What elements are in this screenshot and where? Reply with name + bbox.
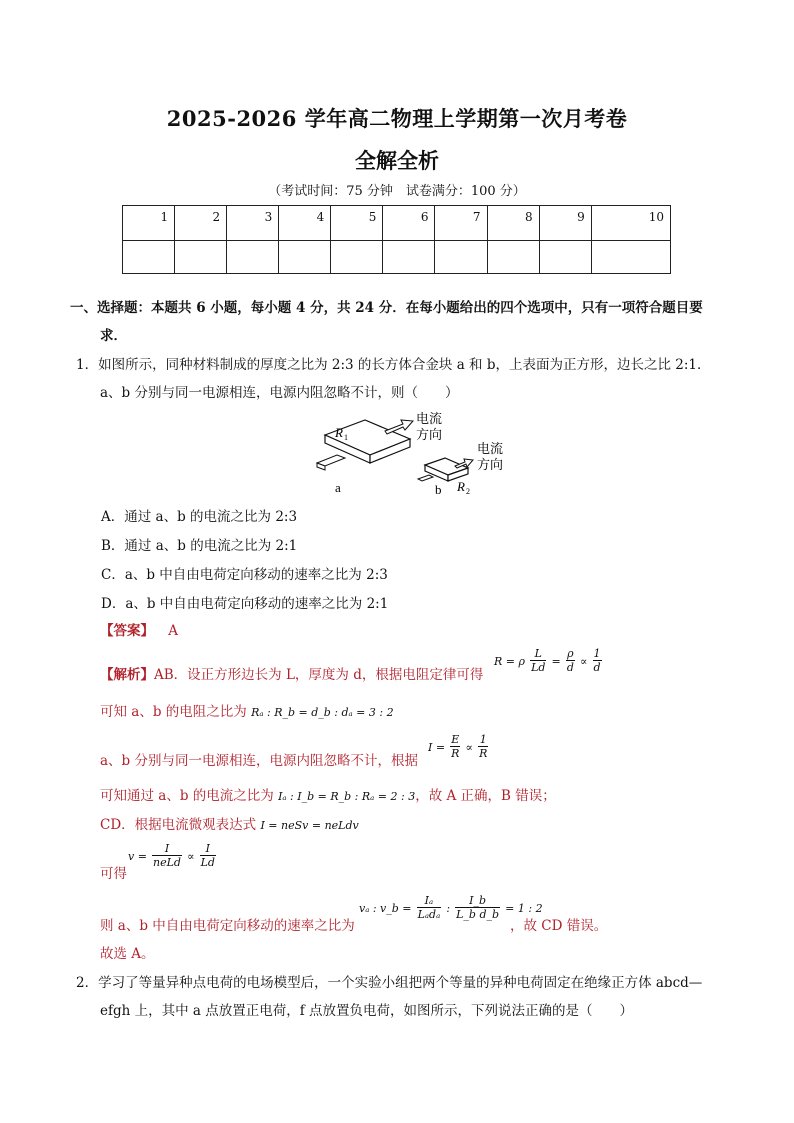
eq-part: v = — [128, 850, 147, 863]
frac-num: Iₐ — [417, 894, 442, 908]
q1-stem-cont: a、b 分别与同一电源相连，电源内阻忽略不计，则（ ） — [100, 385, 459, 401]
analysis-text: 可知 a、b 的电阻之比为 — [100, 704, 247, 720]
score-table-cell — [175, 241, 227, 274]
r1-subscript: 1 — [344, 433, 348, 442]
score-table-cell — [331, 241, 383, 274]
score-table-number: 2 — [175, 206, 227, 241]
analysis-line-7-tail: ，故 CD 错误。 — [510, 918, 608, 934]
eq-part: = — [551, 655, 561, 668]
current-label-2-line2: 方向 — [477, 458, 504, 473]
score-table — [122, 205, 671, 274]
q1-option-b: B．通过 a、b 的电流之比为 2:1 — [101, 538, 298, 554]
section-heading-cont: 求． — [100, 328, 127, 344]
eq-ohm — [428, 733, 488, 760]
current-label-1-line1: 电流 — [416, 412, 443, 427]
frac-num: E — [451, 733, 460, 746]
block-a-label: a — [335, 480, 341, 495]
frac-den: d — [593, 661, 601, 674]
analysis-text: AB．设正方形边长为 L，厚度为 d，根据电阻定律可得 — [154, 667, 484, 683]
current-label-1-line2: 方向 — [416, 428, 443, 443]
eq-part: vₐ : v_b = — [359, 902, 412, 915]
exam-info: （考试时间：75 分钟 试卷满分：100 分） — [268, 184, 526, 199]
score-table-cell — [539, 241, 591, 274]
q1-option-a: A．通过 a、b 的电流之比为 2:3 — [101, 509, 298, 525]
score-table-number: 1 — [123, 206, 175, 241]
score-table-number: 8 — [487, 206, 539, 241]
eq-fraction — [593, 647, 602, 674]
q1-option-d: D．a、b 中自由电荷定向移动的速率之比为 2:1 — [101, 596, 389, 612]
analysis-line-5 — [100, 813, 359, 833]
frac-den: R — [451, 747, 460, 760]
q1-answer — [100, 619, 178, 639]
eq-ratio-i: Iₐ : I_b = R_b : Rₐ = 2 : 3 — [278, 790, 416, 803]
eq-part: ∝ — [187, 850, 195, 863]
frac-num: ρ — [567, 647, 574, 660]
score-table-cell — [123, 241, 175, 274]
analysis-text: 可得 — [100, 866, 127, 882]
eq-fraction — [152, 842, 182, 869]
frac-num: L — [530, 647, 546, 661]
block-b — [418, 458, 473, 481]
r2-label: R — [457, 479, 465, 494]
eq-fraction — [417, 894, 442, 921]
score-table-number: 3 — [227, 206, 279, 241]
eq-part: R = ρ — [494, 655, 525, 668]
analysis-text: 可知通过 a、b 的电流之比为 — [100, 788, 274, 804]
eq-fraction — [478, 733, 488, 760]
analysis-line-3 — [100, 749, 418, 769]
block-b-label: b — [435, 482, 442, 497]
frac-den: Lₐdₐ — [417, 908, 441, 921]
analysis-line-7 — [100, 914, 355, 934]
frac-num: I — [152, 842, 182, 856]
analysis-line-6 — [100, 862, 127, 882]
analysis-line-8: 故选 A。 — [100, 946, 155, 962]
q1-option-c: C．a、b 中自由电荷定向移动的速率之比为 2:3 — [101, 567, 388, 583]
eq-micro-current: I = neSv = neLdv — [260, 819, 359, 832]
eq-ratio-r: Rₐ : R_b = d_b : dₐ = 3 : 2 — [251, 706, 394, 719]
analysis-text: CD．根据电流微观表达式 — [100, 817, 257, 833]
eq-part: I = — [428, 741, 446, 754]
score-table-number: 4 — [279, 206, 331, 241]
frac-den: R — [479, 747, 488, 760]
eq-fraction — [455, 894, 500, 921]
analysis-tag: 【解析】 — [100, 667, 154, 683]
frac-den: L_b d_b — [456, 908, 500, 921]
score-table-number: 7 — [435, 206, 487, 241]
score-table-cell — [435, 241, 487, 274]
score-table-cell — [279, 241, 331, 274]
section-heading: 一、选择题：本题共 6 小题，每小题 4 分，共 24 分．在每小题给出的四个选项中，只有一项符合题目要 — [70, 300, 703, 316]
frac-den: Ld — [200, 856, 215, 869]
score-table-number: 9 — [539, 206, 591, 241]
analysis-line-4 — [100, 784, 556, 804]
score-table-number: 10 — [591, 206, 670, 241]
r2-subscript: 2 — [466, 487, 470, 496]
frac-den: d — [566, 661, 574, 674]
eq-resistance — [494, 647, 602, 674]
eq-part: ∝ — [465, 741, 473, 754]
q1-stem: 1．如图所示，同种材料制成的厚度之比为 2:3 的长方体合金块 a 和 b，上表面为正方形，边长之比 2:1． — [76, 357, 711, 373]
frac-num: 1 — [593, 647, 601, 660]
eq-velocity — [128, 842, 216, 869]
frac-den: neLd — [153, 856, 181, 869]
r1-label: R — [335, 425, 343, 440]
analysis-text: a、b 分别与同一电源相连，电源内阻忽略不计，根据 — [100, 753, 418, 769]
q1-figure — [305, 405, 520, 500]
frac-num: I — [200, 842, 216, 856]
score-table-number: 5 — [331, 206, 383, 241]
analysis-text: ，故 A 正确，B 错误； — [415, 788, 556, 804]
answer-tag: 【答案】 — [100, 623, 154, 639]
page-subtitle: 全解全析 — [355, 148, 439, 173]
score-table-cell — [487, 241, 539, 274]
eq-part: : — [446, 902, 451, 915]
frac-num: 1 — [479, 733, 487, 746]
frac-den: Ld — [531, 661, 546, 674]
score-table-cell — [227, 241, 279, 274]
q2-stem: 2．学习了等量异种点电荷的电场模型后，一个实验小组把两个等量的异种电荷固定在绝缘正方体 abcd— — [76, 975, 703, 991]
score-table-number: 6 — [383, 206, 435, 241]
analysis-line-2 — [100, 700, 394, 720]
eq-fraction — [530, 647, 546, 674]
score-table-answer-row — [123, 241, 671, 274]
score-table-cell — [383, 241, 435, 274]
frac-num: I_b — [455, 894, 500, 908]
eq-fraction — [200, 842, 216, 869]
q2-stem-cont: efgh 上，其中 a 点放置正电荷，f 点放置负电荷，如图所示，下列说法正确的是（ ） — [100, 1003, 634, 1019]
eq-fraction — [450, 733, 460, 760]
analysis-text: 则 a、b 中自由电荷定向移动的速率之比为 — [100, 918, 355, 934]
eq-part: ∝ — [579, 655, 588, 668]
current-label-2-line1: 电流 — [477, 442, 504, 457]
eq-part: = 1 : 2 — [505, 902, 543, 915]
answer-value: A — [168, 623, 179, 639]
eq-fraction — [566, 647, 575, 674]
score-table-cell — [591, 241, 670, 274]
score-table-header-row — [123, 206, 671, 241]
block-a — [317, 420, 413, 470]
analysis-line-1 — [100, 663, 483, 683]
page-title: 2025-2026 学年高二物理上学期第一次月考卷 — [166, 106, 628, 131]
